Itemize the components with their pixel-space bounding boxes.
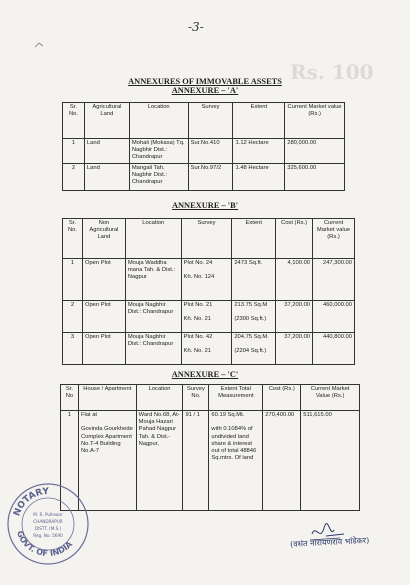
page-number: -3- (188, 20, 204, 34)
table-cell: 91 / 1 (183, 411, 209, 511)
table-cell: 1 (63, 259, 83, 301)
seal-center-line: M. R. Pullewar (33, 512, 63, 517)
table-header-row (61, 385, 360, 411)
table-cell: 4,100.00 (276, 259, 313, 301)
table-cell: Ward No.68, At-Mouja Hazari Pahad Nagpur Tah. & Dist.- Nagpur, (136, 411, 183, 511)
table-cell: 204.75 Sq.M. (2204 Sq.ft.) (232, 333, 276, 365)
stamp-value: Rs. 100 (290, 60, 374, 84)
col-header: Extent (232, 219, 276, 259)
table-cell: 1.12 Hectare (233, 139, 285, 164)
table-cell: Mouja Nagbhir Dist.: Chandrapur (125, 333, 181, 365)
table-cell: Plot No. 42 Kh. No. 21 (181, 333, 232, 365)
table-cell: 37,200.00 (276, 301, 313, 333)
col-header: Extent Total Measurement (209, 385, 263, 411)
col-header: Location (125, 219, 181, 259)
table-cell: Land (84, 139, 129, 164)
table-cell: 2 (63, 301, 83, 333)
table-cell: Mohali (Mokasa) Tq. Nagbhir Dist.: Chandrapur (129, 139, 188, 164)
col-header: Sr. No. (63, 219, 83, 259)
ink-mark-icon (34, 40, 44, 50)
table-cell: 280,000.00 (285, 139, 345, 164)
table-cell: Open Plot (82, 333, 125, 365)
table-cell: 325,600.00 (285, 164, 345, 191)
signatory-name: (वसंत नारायणराव भांडेकर) (289, 535, 370, 549)
table-cell: 270,400.00 (263, 411, 301, 511)
table-cell: 460,000.00 (313, 301, 355, 333)
col-header: Sr. No (61, 385, 79, 411)
table-cell: Sur.No.410 (188, 139, 233, 164)
table-row (63, 333, 355, 365)
col-header: Location (129, 103, 188, 139)
col-header: Location (136, 385, 183, 411)
table-cell: 37,200.00 (276, 333, 313, 365)
table-row (63, 301, 355, 333)
table-cell: 3 (63, 333, 83, 365)
annexure-c-table (60, 384, 360, 511)
annexure-a-heading: ANNEXURE – 'A' (171, 86, 239, 95)
seal-bottom-text: GOVT. OF INDIA (14, 529, 75, 559)
col-header: Extent (233, 103, 285, 139)
table-cell: 440,800.00 (313, 333, 355, 365)
table-cell: 2473 Sq.ft. (232, 259, 276, 301)
table-cell: 511,615.00 (301, 411, 360, 511)
col-header: Sr. No. (63, 103, 85, 139)
table-cell: Plot No. 21 Kh. No. 21 (181, 301, 232, 333)
table-row (63, 164, 345, 191)
col-header: Current Market value (Rs.) (313, 219, 355, 259)
table-row (61, 411, 360, 511)
col-header: Cost (Rs.) (276, 219, 313, 259)
table-row (63, 139, 345, 164)
table-cell: Sur.No.97/2 (188, 164, 233, 191)
col-header: Current Market Value (Rs.) (301, 385, 360, 411)
table-cell: 60.19 Sq.Mt. with 0.1084% of undivided land share & interest out of total 48846 Sq.mtrs. Of land (209, 411, 263, 511)
annexures-title: ANNEXURES OF IMMOVABLE ASSETS (128, 77, 282, 86)
table-cell: Land (84, 164, 129, 191)
col-header: Agricultural Land (84, 103, 129, 139)
notary-seal (6, 482, 90, 566)
col-header: Survey (181, 219, 232, 259)
table-cell: 213.75 Sq.M (2300 Sq.ft.) (232, 301, 276, 333)
col-header: Survey No. (183, 385, 209, 411)
table-cell: 1.48 Hectare (233, 164, 285, 191)
table-cell: Mouja Waddha mana Tah. & Dist.: Nagpur (125, 259, 181, 301)
annexure-b-heading: ANNEXURE – 'B' (171, 201, 239, 210)
table-cell: 1 (61, 411, 79, 511)
table-header-row (63, 219, 355, 259)
col-header: Survey (188, 103, 233, 139)
table-cell: 1 (63, 139, 85, 164)
seal-top-text: NOTARY (12, 486, 50, 518)
table-row (63, 259, 355, 301)
table-cell: Plot No. 24 Kh. No. 124 (181, 259, 232, 301)
table-cell: Open Plot (82, 301, 125, 333)
table-cell: Mangali Tah. Nagbhir Dist.: Chandrapur (129, 164, 188, 191)
annexure-a-table (62, 102, 345, 191)
seal-center-line: CHANDRAPUR (33, 519, 63, 524)
col-header: Non Agricultural Land (82, 219, 125, 259)
table-cell: 247,300.00 (313, 259, 355, 301)
col-header: Current Market value (Rs.) (285, 103, 345, 139)
table-header-row (63, 103, 345, 139)
table-cell: Mouja Nagbhir Dist.: Chandrapur (125, 301, 181, 333)
annexure-c-heading: ANNEXURE – 'C' (171, 370, 239, 379)
annexure-b-table (62, 218, 355, 365)
table-cell: Open Plot (82, 259, 125, 301)
table-cell: 2 (63, 164, 85, 191)
table-cell: Flat at Govinda Gourkhede Complex Apartment No.T-4 Building No.A-7 (78, 411, 136, 511)
col-header: House / Apartment (78, 385, 136, 411)
seal-center-line: DISTT. (M.S.) (34, 526, 62, 531)
col-header: Cost (Rs.) (263, 385, 301, 411)
seal-center-line: Reg. No. 5690 (33, 533, 63, 538)
